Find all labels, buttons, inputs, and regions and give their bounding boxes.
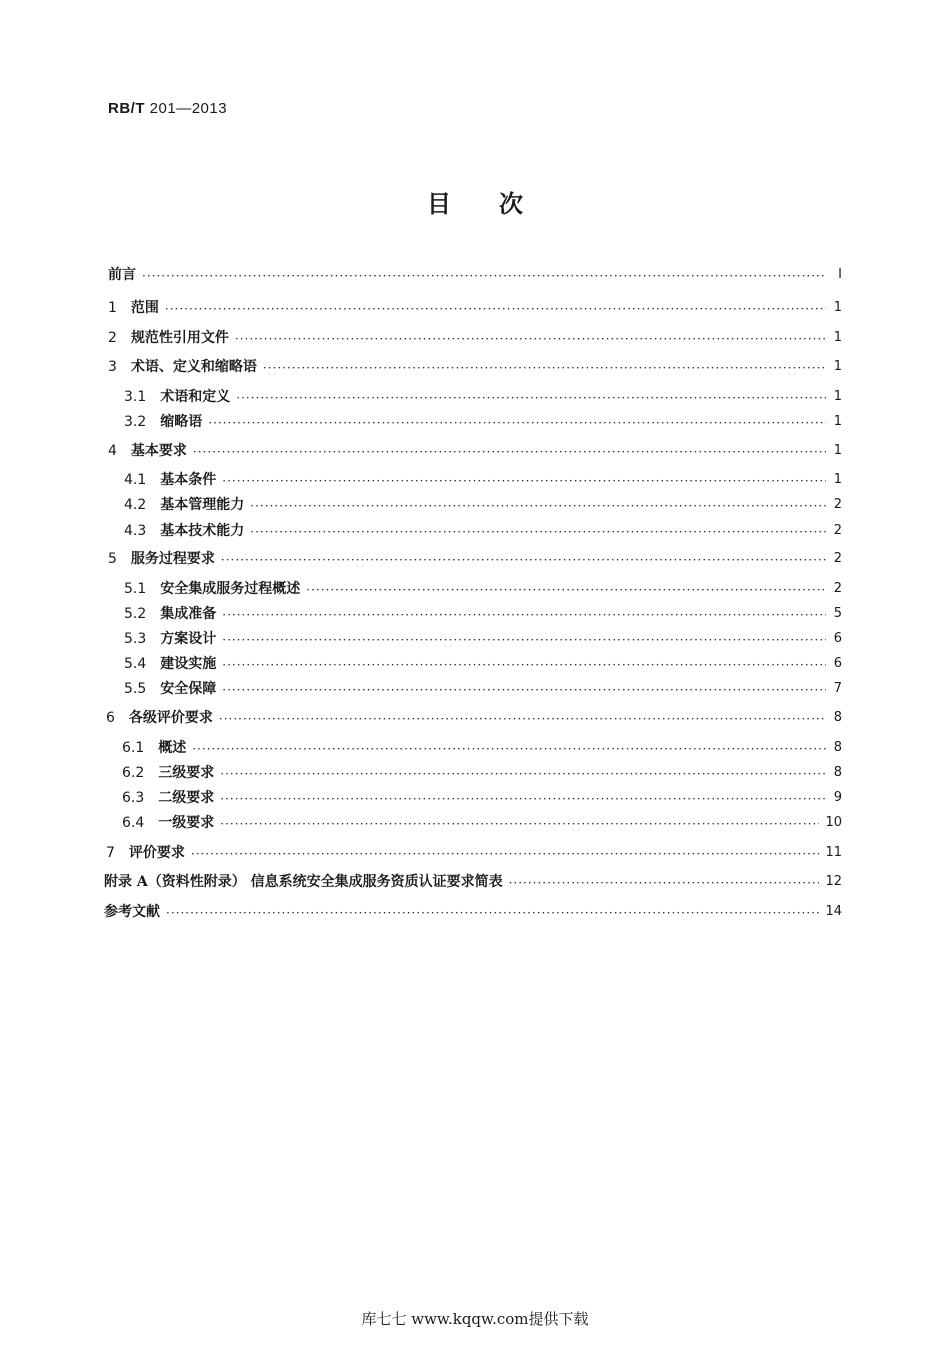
toc-entry-page: 2 <box>833 523 842 538</box>
toc-entry-label: 各级评价要求 <box>128 710 213 726</box>
toc-entry-label: 基本要求 <box>130 443 187 459</box>
toc-entry-page: 9 <box>833 790 842 805</box>
toc-entry-page: 7 <box>833 681 842 696</box>
toc-entry-label: 缩略语 <box>160 414 203 430</box>
toc-leader-dots <box>220 766 826 782</box>
toc-entry-page: 8 <box>833 710 842 725</box>
toc-entry-page: 6 <box>833 656 842 671</box>
toc-entry-page: 8 <box>833 765 842 780</box>
toc-entry-6[interactable] <box>106 705 842 727</box>
toc-leader-dots <box>263 360 826 376</box>
toc-entry-page: 1 <box>833 443 842 458</box>
toc-entry-number: 2 <box>108 330 117 346</box>
toc-entry-number: 4 <box>108 443 117 459</box>
toc-entry-label: 三级要求 <box>158 765 215 781</box>
toc-entry-page: I <box>838 267 842 282</box>
toc-entry-number: 4.1 <box>124 472 147 488</box>
standard-code-prefix: RB/T <box>108 100 145 117</box>
toc-entry-label: 规范性引用文件 <box>130 330 229 346</box>
page-title: 目次 <box>427 189 571 218</box>
toc-entry-number: 5.5 <box>124 681 147 697</box>
toc-leader-dots <box>193 444 826 460</box>
toc-entry-page: 1 <box>833 414 842 429</box>
toc-entry-number: 6.3 <box>122 790 145 806</box>
download-source-footer: 库七七 www.kqqw.com提供下载 <box>361 1310 589 1328</box>
toc-leader-dots <box>222 657 826 673</box>
toc-entry-label: 参考文献 <box>104 904 160 920</box>
toc-entry-5-3[interactable] <box>124 626 842 648</box>
toc-leader-dots <box>236 390 826 406</box>
toc-entry-4[interactable] <box>108 438 842 460</box>
toc-entry-label: 术语、定义和缩略语 <box>130 359 257 375</box>
toc-leader-dots <box>222 607 826 623</box>
toc-entry-page: 14 <box>825 904 842 919</box>
toc-leader-dots <box>222 682 826 698</box>
toc-entry-4-3[interactable] <box>124 518 842 540</box>
toc-entry-number: 5.3 <box>124 631 147 647</box>
toc-entry-number: 4.2 <box>124 497 147 513</box>
toc-entry-label: 安全集成服务过程概述 <box>160 581 301 597</box>
toc-entry-number: 5.4 <box>124 656 147 672</box>
toc-leader-dots <box>250 498 826 514</box>
toc-entry-page: 1 <box>833 389 842 404</box>
toc-entry-6-1[interactable] <box>122 735 842 757</box>
toc-entry-number: 6 <box>106 710 115 726</box>
toc-entry-label: 范围 <box>130 300 159 316</box>
toc-entry-5[interactable] <box>108 546 842 568</box>
toc-entry-3-1[interactable] <box>124 384 842 406</box>
toc-entry-number: 5 <box>108 551 117 567</box>
toc-entry-6-4[interactable] <box>122 810 842 832</box>
toc-entry-number: 6.1 <box>122 740 145 756</box>
toc-entry-4-2[interactable] <box>124 492 842 514</box>
toc-entry-page: 1 <box>833 472 842 487</box>
toc-leader-dots <box>235 331 826 347</box>
toc-entry-number: 7 <box>106 845 115 861</box>
toc-entry-number: 6.4 <box>122 815 145 831</box>
toc-entry-number: 3 <box>108 359 117 375</box>
toc-entry-7[interactable] <box>106 840 842 862</box>
toc-entry-foreword[interactable] <box>108 262 842 284</box>
toc-entry-label: 一级要求 <box>158 815 215 831</box>
toc-entry-3[interactable] <box>108 354 842 376</box>
toc-leader-dots <box>191 846 820 862</box>
toc-entry-6-3[interactable] <box>122 785 842 807</box>
toc-entry-label: 安全保障 <box>160 681 217 697</box>
toc-leader-dots <box>306 582 826 598</box>
toc-entry-label: 服务过程要求 <box>130 551 215 567</box>
toc-entry-number: 1 <box>108 300 117 316</box>
toc-entry-page: 2 <box>833 551 842 566</box>
toc-entry-5-1[interactable] <box>124 576 842 598</box>
toc-entry-label: 二级要求 <box>158 790 215 806</box>
toc-leader-dots <box>165 301 826 317</box>
toc-leader-dots <box>220 791 826 807</box>
toc-entry-number: 6.2 <box>122 765 145 781</box>
toc-entry-number: 5.2 <box>124 606 147 622</box>
toc-entry-label: 基本管理能力 <box>160 497 245 513</box>
toc-entry-page: 11 <box>825 845 842 860</box>
toc-entry-label: 基本技术能力 <box>160 523 245 539</box>
toc-entry-number: 4.3 <box>124 523 147 539</box>
toc-entry-4-1[interactable] <box>124 467 842 489</box>
toc-entry-5-5[interactable] <box>124 676 842 698</box>
standard-code-number: 201—2013 <box>149 100 228 117</box>
toc-leader-dots <box>222 632 826 648</box>
toc-entry-label: 基本条件 <box>160 472 217 488</box>
toc-entry-page: 2 <box>833 581 842 596</box>
toc-entry-1[interactable] <box>108 295 842 317</box>
toc-leader-dots <box>142 268 826 284</box>
toc-entry-page: 2 <box>833 497 842 512</box>
toc-leader-dots <box>220 816 819 832</box>
toc-entry-page: 1 <box>833 359 842 374</box>
toc-entry-page: 5 <box>833 606 842 621</box>
toc-entry-label: 术语和定义 <box>160 389 231 405</box>
toc-leader-dots <box>166 905 819 921</box>
toc-entry-label: 评价要求 <box>128 845 185 861</box>
toc-entry-page: 10 <box>825 815 842 830</box>
toc-entry-number: 3.2 <box>124 414 147 430</box>
toc-entry-5-2[interactable] <box>124 601 842 623</box>
toc-leader-dots <box>250 524 826 540</box>
toc-entry-page: 1 <box>833 300 842 315</box>
toc-entry-number: 5.1 <box>124 581 147 597</box>
toc-leader-dots <box>219 711 826 727</box>
toc-entry-label: 附录 A（资料性附录） 信息系统安全集成服务资质认证要求简表 <box>104 874 503 890</box>
toc-entry-references[interactable] <box>104 899 842 921</box>
toc-entry-label: 方案设计 <box>160 631 217 647</box>
toc-entry-appendix-a[interactable] <box>104 869 842 891</box>
toc-entry-page: 1 <box>833 330 842 345</box>
toc-leader-dots <box>222 473 826 489</box>
toc-leader-dots <box>509 875 820 891</box>
toc-entry-label: 前言 <box>108 267 136 283</box>
toc-entry-6-2[interactable] <box>122 760 842 782</box>
standard-code <box>108 100 227 117</box>
toc-entry-2[interactable] <box>108 325 842 347</box>
toc-entry-3-2[interactable] <box>124 409 842 431</box>
toc-entry-page: 8 <box>833 740 842 755</box>
toc-entry-5-4[interactable] <box>124 651 842 673</box>
toc-entry-label: 概述 <box>158 740 187 756</box>
toc-entry-number: 3.1 <box>124 389 147 405</box>
toc-entry-page: 12 <box>825 874 842 889</box>
toc-entry-label: 建设实施 <box>160 656 217 672</box>
toc-entry-page: 6 <box>833 631 842 646</box>
toc-leader-dots <box>221 552 826 568</box>
toc-leader-dots <box>192 741 826 757</box>
toc-entry-label: 集成准备 <box>160 606 217 622</box>
toc-leader-dots <box>208 415 826 431</box>
